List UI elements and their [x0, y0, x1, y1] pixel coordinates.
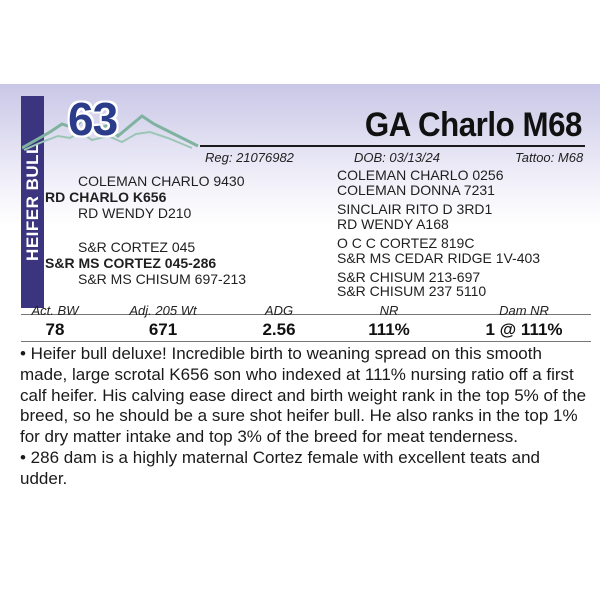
pedigree-sire-sire: COLEMAN CHARLO 9430 [78, 173, 245, 189]
description [20, 344, 588, 490]
stat-dam-nr: 1 @ 111% [485, 320, 563, 339]
stats-divider-bottom [21, 341, 591, 342]
stat-adg: 2.56 [262, 320, 296, 339]
stat-header-dam-nr: Dam NR [499, 303, 549, 318]
registration-number: Reg: 21076982 [205, 150, 294, 165]
pedigree-ssdd: RD WENDY A168 [337, 216, 449, 232]
stat-header-nr: NR [379, 303, 399, 318]
description-paragraph: • 286 dam is a highly maternal Cortez female with excellent teats and udder. [20, 447, 540, 488]
pedigree-sire: RD CHARLO K656 [45, 189, 167, 205]
stat-header-adg: ADG [264, 303, 294, 318]
pedigree-ddss: S&R CHISUM 213-697 [337, 269, 481, 285]
stat-header-act-bw: Act. BW [31, 303, 79, 318]
pedigree-dam: S&R MS CORTEZ 045-286 [45, 255, 217, 271]
side-label: HEIFER BULL [22, 143, 42, 261]
pedigree-dssd: S&R MS CEDAR RIDGE 1V-403 [337, 250, 541, 266]
date-of-birth: DOB: 03/13/24 [354, 150, 440, 165]
lot-number: 63 [68, 93, 118, 145]
stat-act-bw: 78 [45, 320, 65, 339]
description-paragraph: • Heifer bull deluxe! Incredible birth to weaning spread on this smooth made, large scrotal K656 son who indexed at 111% nursing ratio off a first calf heifer. His calving ease direct and birth weight rank in the top 5% of the breed, so he should be a sure shot heifer bull. He also ranks in the top 1% for dry matter intake and top 3% of the breed for meat tenderness. [20, 344, 587, 447]
animal-name: GA Charlo M68 [364, 106, 582, 144]
tattoo: Tattoo: M68 [515, 150, 584, 165]
stat-nr: 111% [368, 320, 410, 339]
pedigree-ssds: SINCLAIR RITO D 3RD1 [337, 201, 493, 217]
pedigree-ddsd: S&R CHISUM 237 5110 [337, 283, 487, 299]
stat-header-adj-205: Adj. 205 Wt [129, 303, 197, 318]
stat-adj-205: 671 [148, 320, 178, 339]
title-divider [200, 145, 585, 147]
pedigree-sire-dam: RD WENDY D210 [78, 205, 192, 221]
pedigree-dam-sire: S&R CORTEZ 045 [78, 239, 196, 255]
pedigree-sssd: COLEMAN DONNA 7231 [337, 182, 495, 198]
pedigree-dam-dam: S&R MS CHISUM 697-213 [78, 271, 247, 287]
pedigree-ssss: COLEMAN CHARLO 0256 [337, 167, 504, 183]
pedigree-dsss: O C C CORTEZ 819C [337, 235, 475, 251]
